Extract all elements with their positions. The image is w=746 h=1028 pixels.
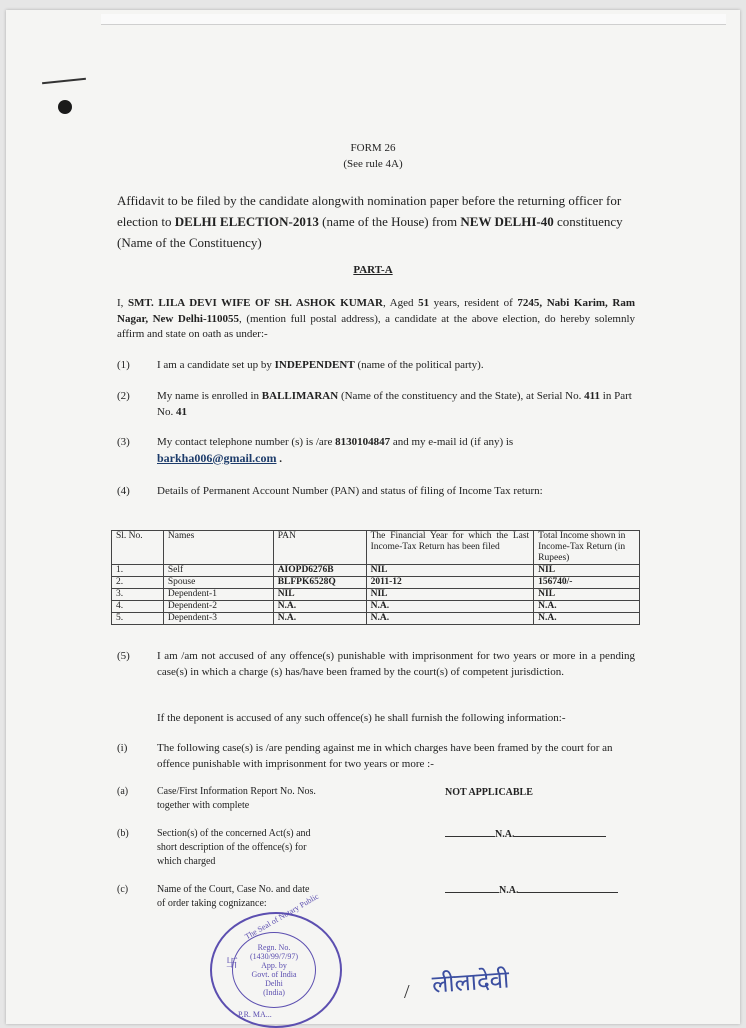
seal-ring-text: The Seal of Notary Public bbox=[243, 891, 321, 942]
handwritten-signature: लीलादेवी bbox=[431, 965, 511, 999]
seal-bottom-text: P.R. MA... bbox=[238, 1010, 272, 1019]
cell-sl-no: 4. bbox=[112, 601, 164, 613]
notary-seal bbox=[210, 891, 342, 1028]
table-row bbox=[112, 565, 640, 577]
cell-name: Dependent-3 bbox=[163, 613, 273, 625]
cell-financial-year: NIL bbox=[366, 589, 534, 601]
pan-table bbox=[111, 530, 640, 625]
table-row bbox=[112, 613, 640, 625]
header-total-income: Total Income shown in Income-Tax Return (in Rupees) bbox=[534, 531, 640, 565]
sub-a-value: NOT APPLICABLE bbox=[445, 787, 533, 798]
item-i-number: (i) bbox=[117, 742, 128, 754]
header-pan: PAN bbox=[273, 531, 366, 565]
cell-pan: BLFPK6528Q bbox=[273, 577, 366, 589]
table-row bbox=[112, 577, 640, 589]
cell-sl-no: 1. bbox=[112, 565, 164, 577]
cell-sl-no: 2. bbox=[112, 577, 164, 589]
cell-total-income: 156740/- bbox=[534, 577, 640, 589]
sub-b-value: N.A. bbox=[445, 827, 606, 843]
header-names: Names bbox=[163, 531, 273, 565]
signature-tick: / bbox=[404, 981, 410, 1003]
item-5-text: I am /am not accused of any offence(s) punishable with imprisonment for two years or more in a pending case(s) in which a charge (s) has/have been framed by the court(s) of competent jurisdiction. bbox=[157, 650, 635, 678]
form-title: FORM 26 bbox=[350, 142, 396, 154]
cell-name: Dependent-2 bbox=[163, 601, 273, 613]
cell-pan: N.A. bbox=[273, 613, 366, 625]
part-a-heading: PART-A bbox=[353, 264, 393, 276]
item-1-number: (1) bbox=[117, 359, 130, 371]
header-sl-no: Sl. No. bbox=[112, 531, 164, 565]
cell-total-income: NIL bbox=[534, 589, 640, 601]
sub-a-text: Case/First Information Report No. Nos. together with complete bbox=[157, 786, 316, 811]
sub-c-number: (c) bbox=[117, 884, 129, 895]
item-4-number: (4) bbox=[117, 485, 130, 497]
cell-total-income: N.A. bbox=[534, 601, 640, 613]
header-financial-year: The Financial Year for which the Last Income-Tax Return has been filed bbox=[366, 531, 534, 565]
cell-financial-year: N.A. bbox=[366, 601, 534, 613]
affidavit-heading: Affidavit to be filed by the candidate alongwith nomination paper before the returning officer for election to DELHI ELECTION-2013 (name of the House) from NEW DELHI-40 constituency (Name of the Constituency) bbox=[117, 193, 623, 250]
sub-b-number: (b) bbox=[117, 828, 129, 839]
item-1-text: I am a candidate set up by INDEPENDENT (name of the political party). bbox=[157, 359, 484, 371]
cell-name: Self bbox=[163, 565, 273, 577]
item-2-text: My name is enrolled in BALLIMARAN (Name of the constituency and the State), at Serial No. 411 in Part No. 41 bbox=[157, 390, 632, 418]
sub-c-text: Name of the Court, Case No. and date of order taking cognizance: bbox=[157, 884, 310, 909]
form-rule: (See rule 4A) bbox=[343, 158, 403, 170]
cell-financial-year: N.A. bbox=[366, 613, 534, 625]
cell-financial-year: 2011-12 bbox=[366, 577, 534, 589]
cell-financial-year: NIL bbox=[366, 565, 534, 577]
cell-sl-no: 3. bbox=[112, 589, 164, 601]
sub-c-value: N.A. bbox=[445, 883, 618, 899]
sub-a-number: (a) bbox=[117, 786, 129, 797]
cell-name: Dependent-1 bbox=[163, 589, 273, 601]
item-i-text: The following case(s) is /are pending against me in which charges have been framed by the court for an offence punishable with imprisonment for two years or more :- bbox=[157, 742, 613, 770]
item-3-number: (3) bbox=[117, 436, 130, 448]
cell-name: Spouse bbox=[163, 577, 273, 589]
item-2-number: (2) bbox=[117, 390, 130, 402]
table-row bbox=[112, 601, 640, 613]
item-3-text: My contact telephone number (s) is /are 8130104847 and my e-mail id (if any) is barkha006@gmail.com . bbox=[157, 436, 514, 465]
seal-inner: Regn. No. (1430/99/7/97) App. by Govt. of India Delhi (India) bbox=[232, 932, 316, 1008]
punch-hole bbox=[58, 100, 72, 114]
cell-total-income: NIL bbox=[534, 565, 640, 577]
cell-pan: NIL bbox=[273, 589, 366, 601]
item-5-number: (5) bbox=[117, 650, 130, 662]
deponent-note: If the deponent is accused of any such offence(s) he shall furnish the following information:- bbox=[157, 712, 566, 724]
cell-pan: N.A. bbox=[273, 601, 366, 613]
intro-paragraph: I, SMT. LILA DEVI WIFE OF SH. ASHOK KUMAR, Aged 51 years, resident of 7245, Nabi Karim, Ram Nagar, New Delhi-110055, (mention full postal address), a candidate at the above election, do hereby solemnly affirm and state on oath as under:- bbox=[117, 297, 635, 340]
item-4-text: Details of Permanent Account Number (PAN) and status of filing of Income Tax return: bbox=[157, 485, 543, 497]
seal-symbol: 卐 bbox=[226, 956, 239, 970]
email-link[interactable]: barkha006@gmail.com bbox=[157, 450, 277, 465]
cell-total-income: N.A. bbox=[534, 613, 640, 625]
table-row bbox=[112, 589, 640, 601]
page-fold bbox=[101, 14, 726, 25]
pan-table-header bbox=[112, 531, 640, 565]
cell-sl-no: 5. bbox=[112, 613, 164, 625]
sub-b-text: Section(s) of the concerned Act(s) and short description of the offence(s) for which charged bbox=[157, 828, 311, 867]
cell-pan: AIOPD6276B bbox=[273, 565, 366, 577]
